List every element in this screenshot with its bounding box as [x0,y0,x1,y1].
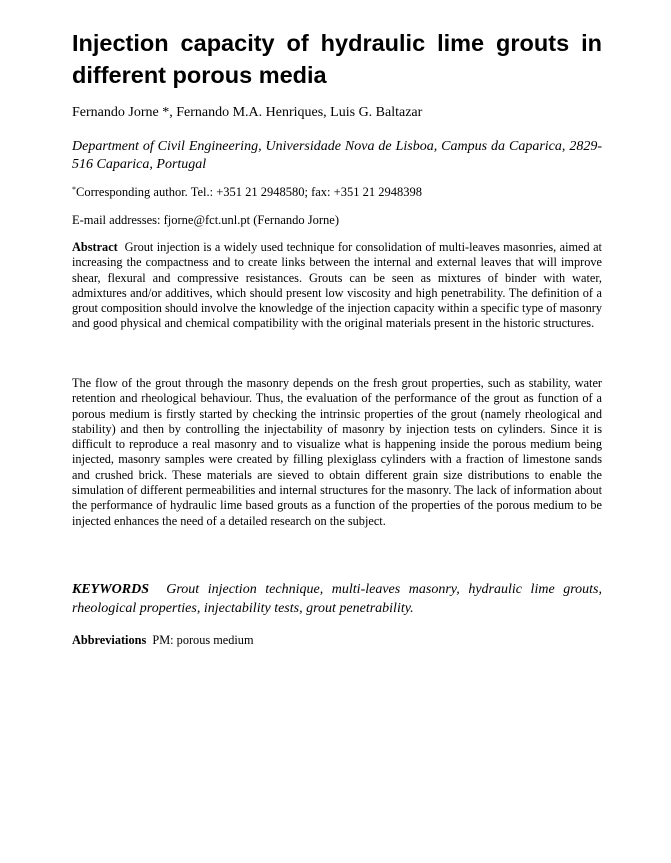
keywords-text: Grout injection technique, multi-leaves masonry, hydraulic lime grouts, rheological properties, injectability tests, grout penetrability. [72,582,603,616]
corresponding-text: Corresponding author. Tel.: +351 21 2948580; fax: +351 21 2948398 [76,185,422,199]
abstract-paragraph-2: The flow of the grout through the masonry depends on the fresh grout properties, such as stability, water retention and rheological behaviour. Thus, the evaluation of the performance of the grout as function of a porous medium is firstly started by checking the intrinsic properties of the grout (namely rheological and stability) and then by controlling the injectability of masonry by injection tests on cylinders. Since it is difficult to reproduce a real masonry and to visualize what is happening inside the porous medium being injected, masonry samples were created by filling plexiglass cylinders with a fraction of limestone sands and crushed brick. These materials are sieved to obtain different grain size distributions to enable the simulation of different permeabilities and internal structures for the masonry. The lack of information about the performance of hydraulic lime based grouts as a function of the properties of the porous medium to be injected enhances the need of a detailed research on the subject. [72,376,602,528]
abbreviations-text: PM: porous medium [152,633,254,647]
abbreviations-label: Abbreviations [72,633,147,647]
email-addresses: E-mail addresses: fjorne@fct.unl.pt (Fernando Jorne) [72,213,339,227]
affiliation: Department of Civil Engineering, Universidade Nova de Lisboa, Campus da Caparica, 2829-516 Caparica, Portugal [72,139,602,172]
corresponding-mark: * [72,185,76,194]
abstract-label: Abstract [72,240,118,254]
abstract-text: Grout injection is a widely used technique for consolidation of multi-leaves masonries, aimed at increasing the compactness and to create links between the internal and external leaves that will improve shear, flexural and compressive resistances. Grouts can be seen as mixtures of binder with water, admixtures and/or additives, which should present low viscosity and high penetrability. The definition of a grout composition should involve the knowledge of the injection capacity within a specific type of masonry and good physical and chemical compatibility with the original materials present in the historic structures. [72,240,602,331]
corresponding-author [72,182,602,200]
abstract [72,240,602,332]
keywords [72,581,602,618]
keywords-label: KEYWORDS [72,582,150,597]
paper-title: Injection capacity of hydraulic lime grouts in different porous media [72,30,602,88]
abbreviations [72,632,602,648]
author-list: Fernando Jorne *, Fernando M.A. Henriques, Luis G. Baltazar [72,105,423,120]
